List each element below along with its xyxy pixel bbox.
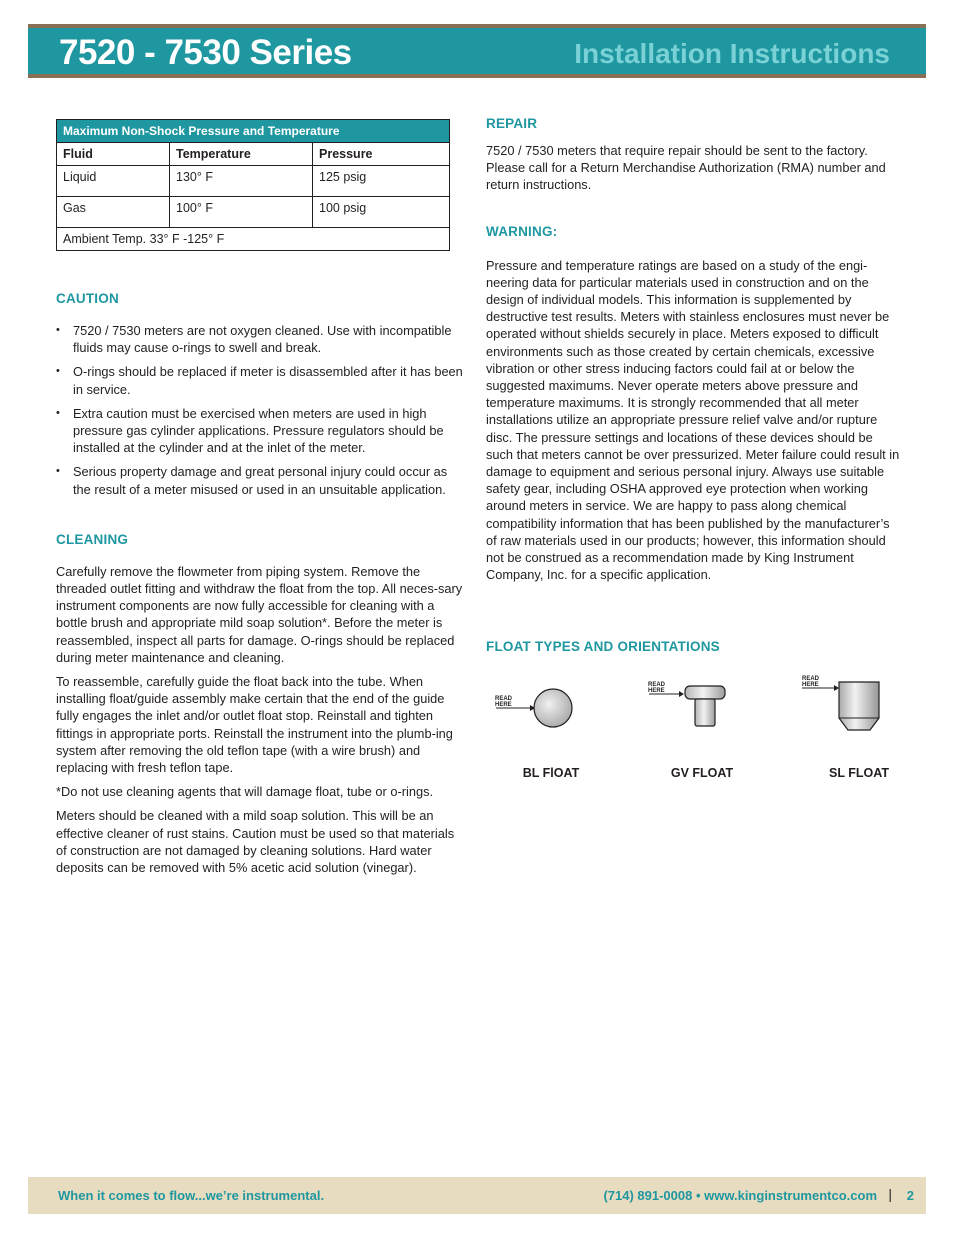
cleaning-heading: CLEANING [56, 531, 129, 547]
table-row [57, 166, 450, 197]
cell-temperature: 130° F [170, 166, 313, 197]
cleaning-paragraph: Meters should be cleaned with a mild soap solution. This will be an effective cleaner of rust stains. Caution must be used so that materials of construction are not damaged by cleaning solutions. Hard water deposits can be removed with 5% acetic acid solution (vinegar). [56, 808, 455, 876]
cleaning-note: *Do not use cleaning agents that will damage float, tube or o-rings. [56, 784, 434, 800]
left-column [56, 119, 468, 883]
read-here-label: READ HERE [802, 676, 820, 689]
sl-float [794, 670, 924, 780]
footer-tagline: When it comes to flow...we’re instrumental. [58, 1188, 325, 1203]
col-header-temperature: Temperature [170, 143, 313, 166]
cleaning-paragraph: Carefully remove the flowmeter from piping system. Remove the threaded outlet fitting and withdraw the float from the top. All neces-sary instrument components are now fully accessible for cleaning with a bottle brush and appropriate mild soap solution*. Before the meter is reassembled, inspect all parts for damage. O-rings should be replaced during meter maintenance and cleaning. [56, 563, 463, 665]
cell-fluid: Gas [57, 197, 170, 228]
table-caption: Maximum Non-Shock Pressure and Temperature [57, 120, 450, 143]
read-here-label: READ HERE [495, 696, 513, 709]
list-item: • Serious property damage and great personal injury could occur as the result of a meter misused or used in an unsuitable application. [56, 463, 468, 497]
list-item: • Extra caution must be exercised when meters are used in high pressure gas cylinder applications. Pressure regulators should be installed at the cylinder and at the inlet of the meter. [56, 405, 468, 457]
cell-temperature: 100° F [170, 197, 313, 228]
series-title: 7520 - 7530 Series [59, 33, 352, 72]
caution-heading: CAUTION [56, 291, 119, 306]
right-column [486, 116, 900, 780]
col-header-pressure: Pressure [313, 143, 450, 166]
document-title: Installation Instructions [574, 38, 890, 69]
repair-heading: REPAIR [486, 116, 538, 131]
footer-separator: | [888, 1186, 892, 1202]
gv-float-label: GV FLOAT [670, 766, 734, 781]
bl-float [486, 670, 616, 780]
read-here-label: READ HERE [648, 682, 666, 695]
footer-contact[interactable]: (714) 891-0008 • www.kinginstrumentco.com [603, 1188, 877, 1203]
list-item: • O-rings should be replaced if meter is disassembled after it has been in service. [56, 363, 468, 397]
cleaning-paragraph: To reassemble, carefully guide the float back into the tube. When installing float/guide assembly make certain that the end of the guide fully engages the inlet and/or outlet float stop. Reinstall and tighten fittings in appropriate ports. Reinstall the instrument into the plumb-ing system after removing the old teflon tape (with a wire brush) and replacing with fresh teflon tape. [56, 674, 453, 776]
guided-float-icon [637, 670, 767, 740]
warning-text: Pressure and temperature ratings are based on a study of the engi-neering data for particular materials used in construction and on the design of individual models. This information is supplemented by destructive test results. Meters with stainless enclosures must never be operated without shields securely in place. Meters exposed to difficult environments such as those created by certain chemicals, excessive vibration or other stress inducing factors could fail at or below the suggested maximums. Never operate meters above pressure and temperature maximums. It is strongly recommended that all meter installations utilize an appropriate pressure relief valve and/or rupture disc. The pressure settings and locations of these devices should be such that meters cannot be over pressurized. Meter failure could result in damage to equipment and serious personal injury. Always use suitable safety gear, including OSHA approved eye protection when working around meters in service. We are happy to pass along chemical compatibility information that has been published by the manufacturer’s of raw materials used in our products; however, this information should not be construed as a recommendation made by King Instrument Company, Inc. for a specific application. [486, 257, 900, 583]
col-header-fluid: Fluid [57, 143, 170, 166]
gv-float [637, 670, 767, 780]
table-row [57, 197, 450, 228]
caution-list [56, 322, 468, 498]
page-header [28, 24, 926, 78]
list-item: • 7520 / 7530 meters are not oxygen cleaned. Use with incompatible fluids may cause o-rings to swell and break. [56, 322, 468, 356]
cell-fluid: Liquid [57, 166, 170, 197]
cell-pressure: 125 psig [313, 166, 450, 197]
warning-heading: WARNING: [486, 223, 558, 239]
repair-text: 7520 / 7530 meters that require repair should be sent to the factory. Please call for a Return Merchandise Authorization (RMA) number and return instructions. [486, 143, 886, 193]
pressure-temperature-table [56, 119, 450, 251]
cell-pressure: 100 psig [313, 197, 450, 228]
float-diagrams [486, 670, 900, 780]
bl-float-label: BL FlOAT [522, 766, 580, 781]
float-types-heading: FLOAT TYPES AND ORIENTATIONS [486, 639, 720, 655]
page-number: 2 [906, 1188, 914, 1203]
sl-float-label: SL FLOAT [829, 766, 889, 781]
page-footer [28, 1177, 926, 1214]
ambient-temp-cell: Ambient Temp. 33° F -125° F [57, 228, 450, 251]
